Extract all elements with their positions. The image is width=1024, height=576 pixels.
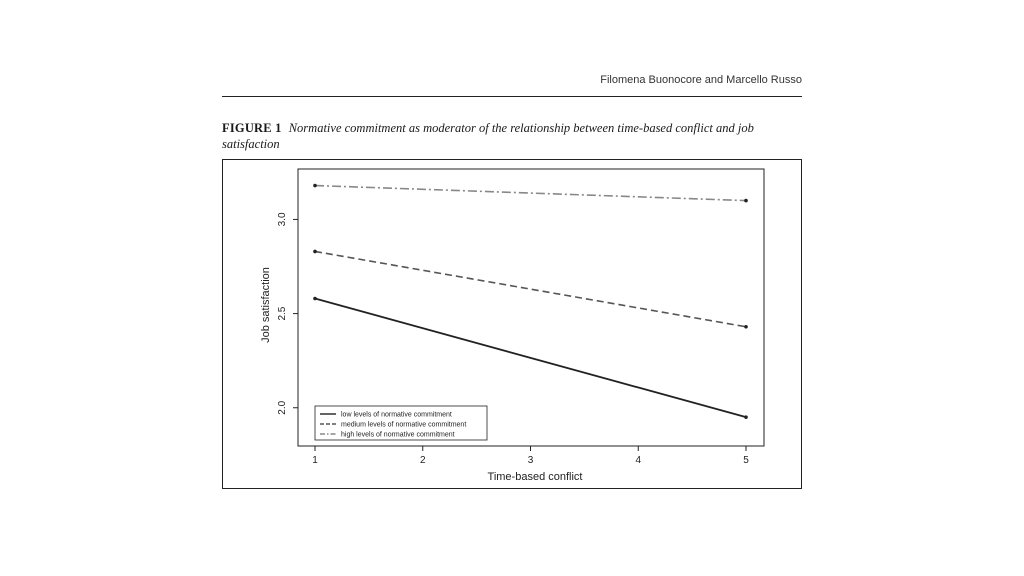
data-point	[313, 250, 317, 254]
data-point	[744, 415, 748, 419]
x-axis	[312, 446, 749, 466]
series-line-2	[315, 186, 746, 201]
figure-frame	[222, 159, 802, 489]
line-chart	[223, 160, 803, 490]
legend-entry: high levels of normative commitment	[341, 431, 455, 439]
x-axis-label: Time-based conflict	[487, 471, 583, 483]
x-tick-label: 1	[312, 455, 318, 466]
running-head	[222, 70, 802, 97]
y-axis	[277, 212, 298, 415]
data-point	[744, 199, 748, 203]
figure-caption-text: Normative commitment as moderator of the relationship between time-based conflict and job satisfaction	[222, 121, 754, 151]
figure-caption	[222, 120, 807, 152]
y-axis-label: Job satisfaction	[260, 267, 272, 343]
data-point	[313, 297, 317, 301]
series-layer	[313, 184, 748, 419]
x-tick-label: 5	[743, 455, 749, 466]
data-point	[744, 325, 748, 329]
legend-entry: low levels of normative commitment	[341, 411, 452, 419]
series-line-0	[315, 299, 746, 418]
x-tick-label: 4	[635, 455, 642, 466]
plot-area-frame	[298, 169, 764, 446]
running-head-authors: Filomena Buonocore and Marcello Russo	[600, 74, 802, 86]
legend-entry: medium levels of normative commitment	[341, 421, 467, 429]
data-point	[313, 184, 317, 188]
y-tick-label: 2.5	[277, 306, 288, 321]
legend	[315, 406, 487, 440]
x-tick-label: 3	[527, 455, 534, 466]
x-tick-label: 2	[419, 455, 426, 466]
y-tick-label: 2.0	[277, 400, 288, 415]
y-tick-label: 3.0	[277, 212, 288, 227]
figure-label: FIGURE 1	[222, 121, 282, 135]
